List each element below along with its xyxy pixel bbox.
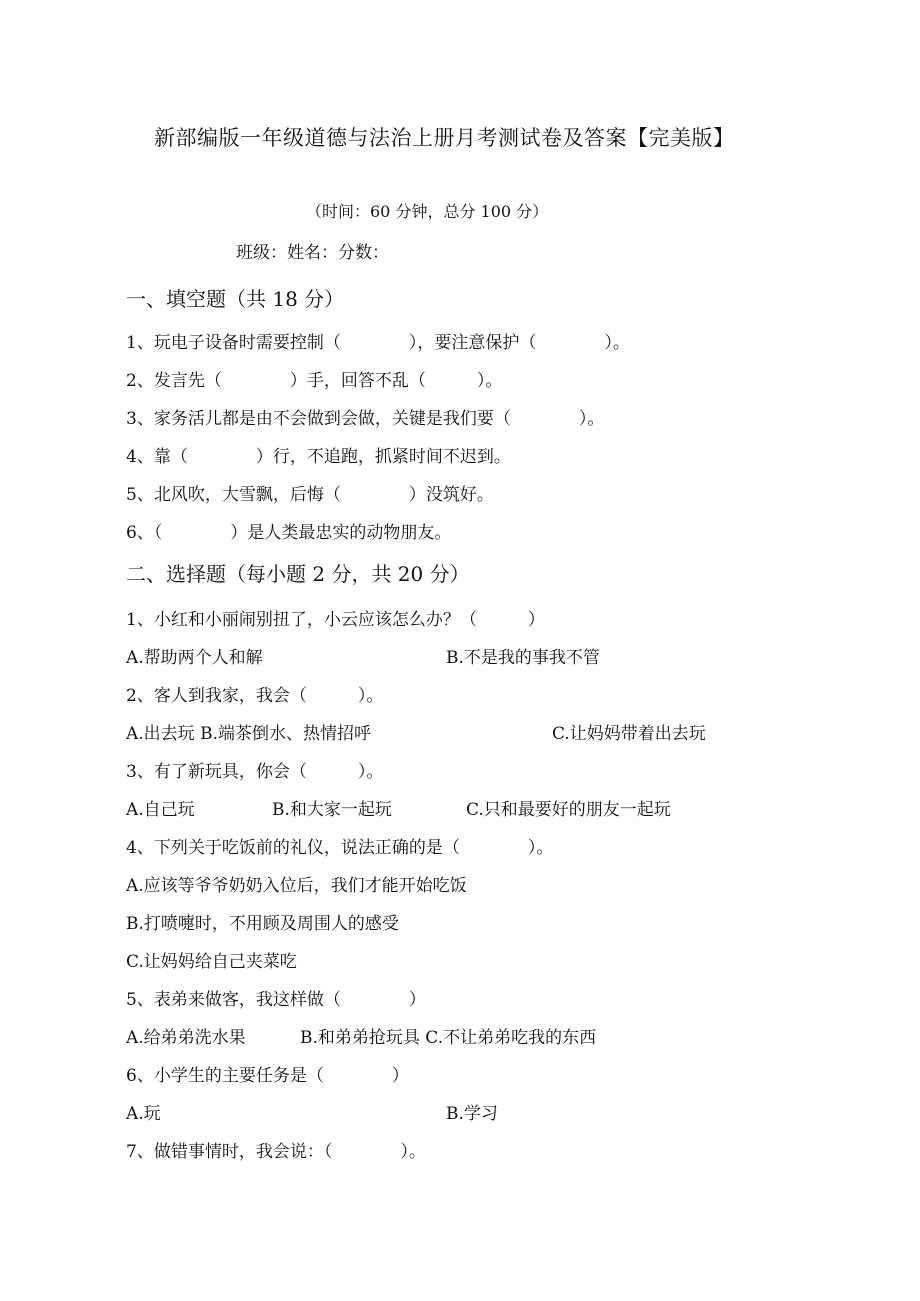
fill-question-2: 2、发言先（ ）手，回答不乱（ ）。 xyxy=(126,371,503,391)
section-2-heading: 二、选择题（每小题 2 分，共 20 分） xyxy=(126,562,470,586)
choice-q1-option-b: B.不是我的事我不管 xyxy=(446,648,600,668)
choice-question-6: 6、小学生的主要任务是（ ） xyxy=(126,1066,409,1086)
choice-q3-option-b: B.和大家一起玩 xyxy=(272,800,392,820)
choice-q3-option-a: A.自己玩 xyxy=(126,800,195,820)
choice-q3-option-c: C.只和最要好的朋友一起玩 xyxy=(466,800,671,820)
choice-q1-option-a: A.帮助两个人和解 xyxy=(126,648,263,668)
choice-question-1: 1、小红和小丽闹别扭了，小云应该怎么办？（ ） xyxy=(126,610,545,630)
choice-q4-option-c: C.让妈妈给自己夹菜吃 xyxy=(126,952,297,972)
choice-q4-option-b: B.打喷嚏时，不用顾及周围人的感受 xyxy=(126,914,399,934)
fill-question-1: 1、玩电子设备时需要控制（ ），要注意保护（ ）。 xyxy=(126,333,630,353)
fill-question-3: 3、家务活儿都是由不会做到会做，关键是我们要（ ）。 xyxy=(126,409,605,429)
fill-question-5: 5、北风吹，大雪飘，后悔（ ）没筑好。 xyxy=(126,485,494,505)
choice-q4-option-a: A.应该等爷爷奶奶入位后，我们才能开始吃饭 xyxy=(126,876,467,896)
choice-question-3: 3、有了新玩具，你会（ ）。 xyxy=(126,762,384,782)
student-info: 班级：姓名：分数： xyxy=(236,243,389,263)
choice-question-5: 5、表弟来做客，我这样做（ ） xyxy=(126,990,426,1010)
choice-question-4: 4、下列关于吃饭前的礼仪，说法正确的是（ ）。 xyxy=(126,838,554,858)
choice-q2-option-c: C.让妈妈带着出去玩 xyxy=(552,724,706,744)
fill-question-4: 4、靠（ ）行，不追跑，抓紧时间不迟到。 xyxy=(126,447,511,467)
exam-subtitle: （时间：60 分钟，总分 100 分） xyxy=(306,202,549,221)
choice-question-7: 7、做错事情时，我会说：（ ）。 xyxy=(126,1142,426,1162)
choice-q6-option-a: A.玩 xyxy=(126,1104,161,1124)
section-1-heading: 一、填空题（共 18 分） xyxy=(126,287,345,311)
choice-q6-option-b: B.学习 xyxy=(446,1104,498,1124)
choice-q5-options-bc: B.和弟弟抢玩具 C.不让弟弟吃我的东西 xyxy=(300,1028,597,1048)
choice-question-2: 2、客人到我家，我会（ ）。 xyxy=(126,686,384,706)
fill-question-6: 6、（ ）是人类最忠实的动物朋友。 xyxy=(126,523,452,543)
exam-title: 新部编版一年级道德与法治上册月考测试卷及答案【完美版】 xyxy=(154,126,735,150)
choice-q5-option-a: A.给弟弟洗水果 xyxy=(126,1028,246,1048)
choice-q2-options-ab: A.出去玩 B.端茶倒水、热情招呼 xyxy=(126,724,371,744)
